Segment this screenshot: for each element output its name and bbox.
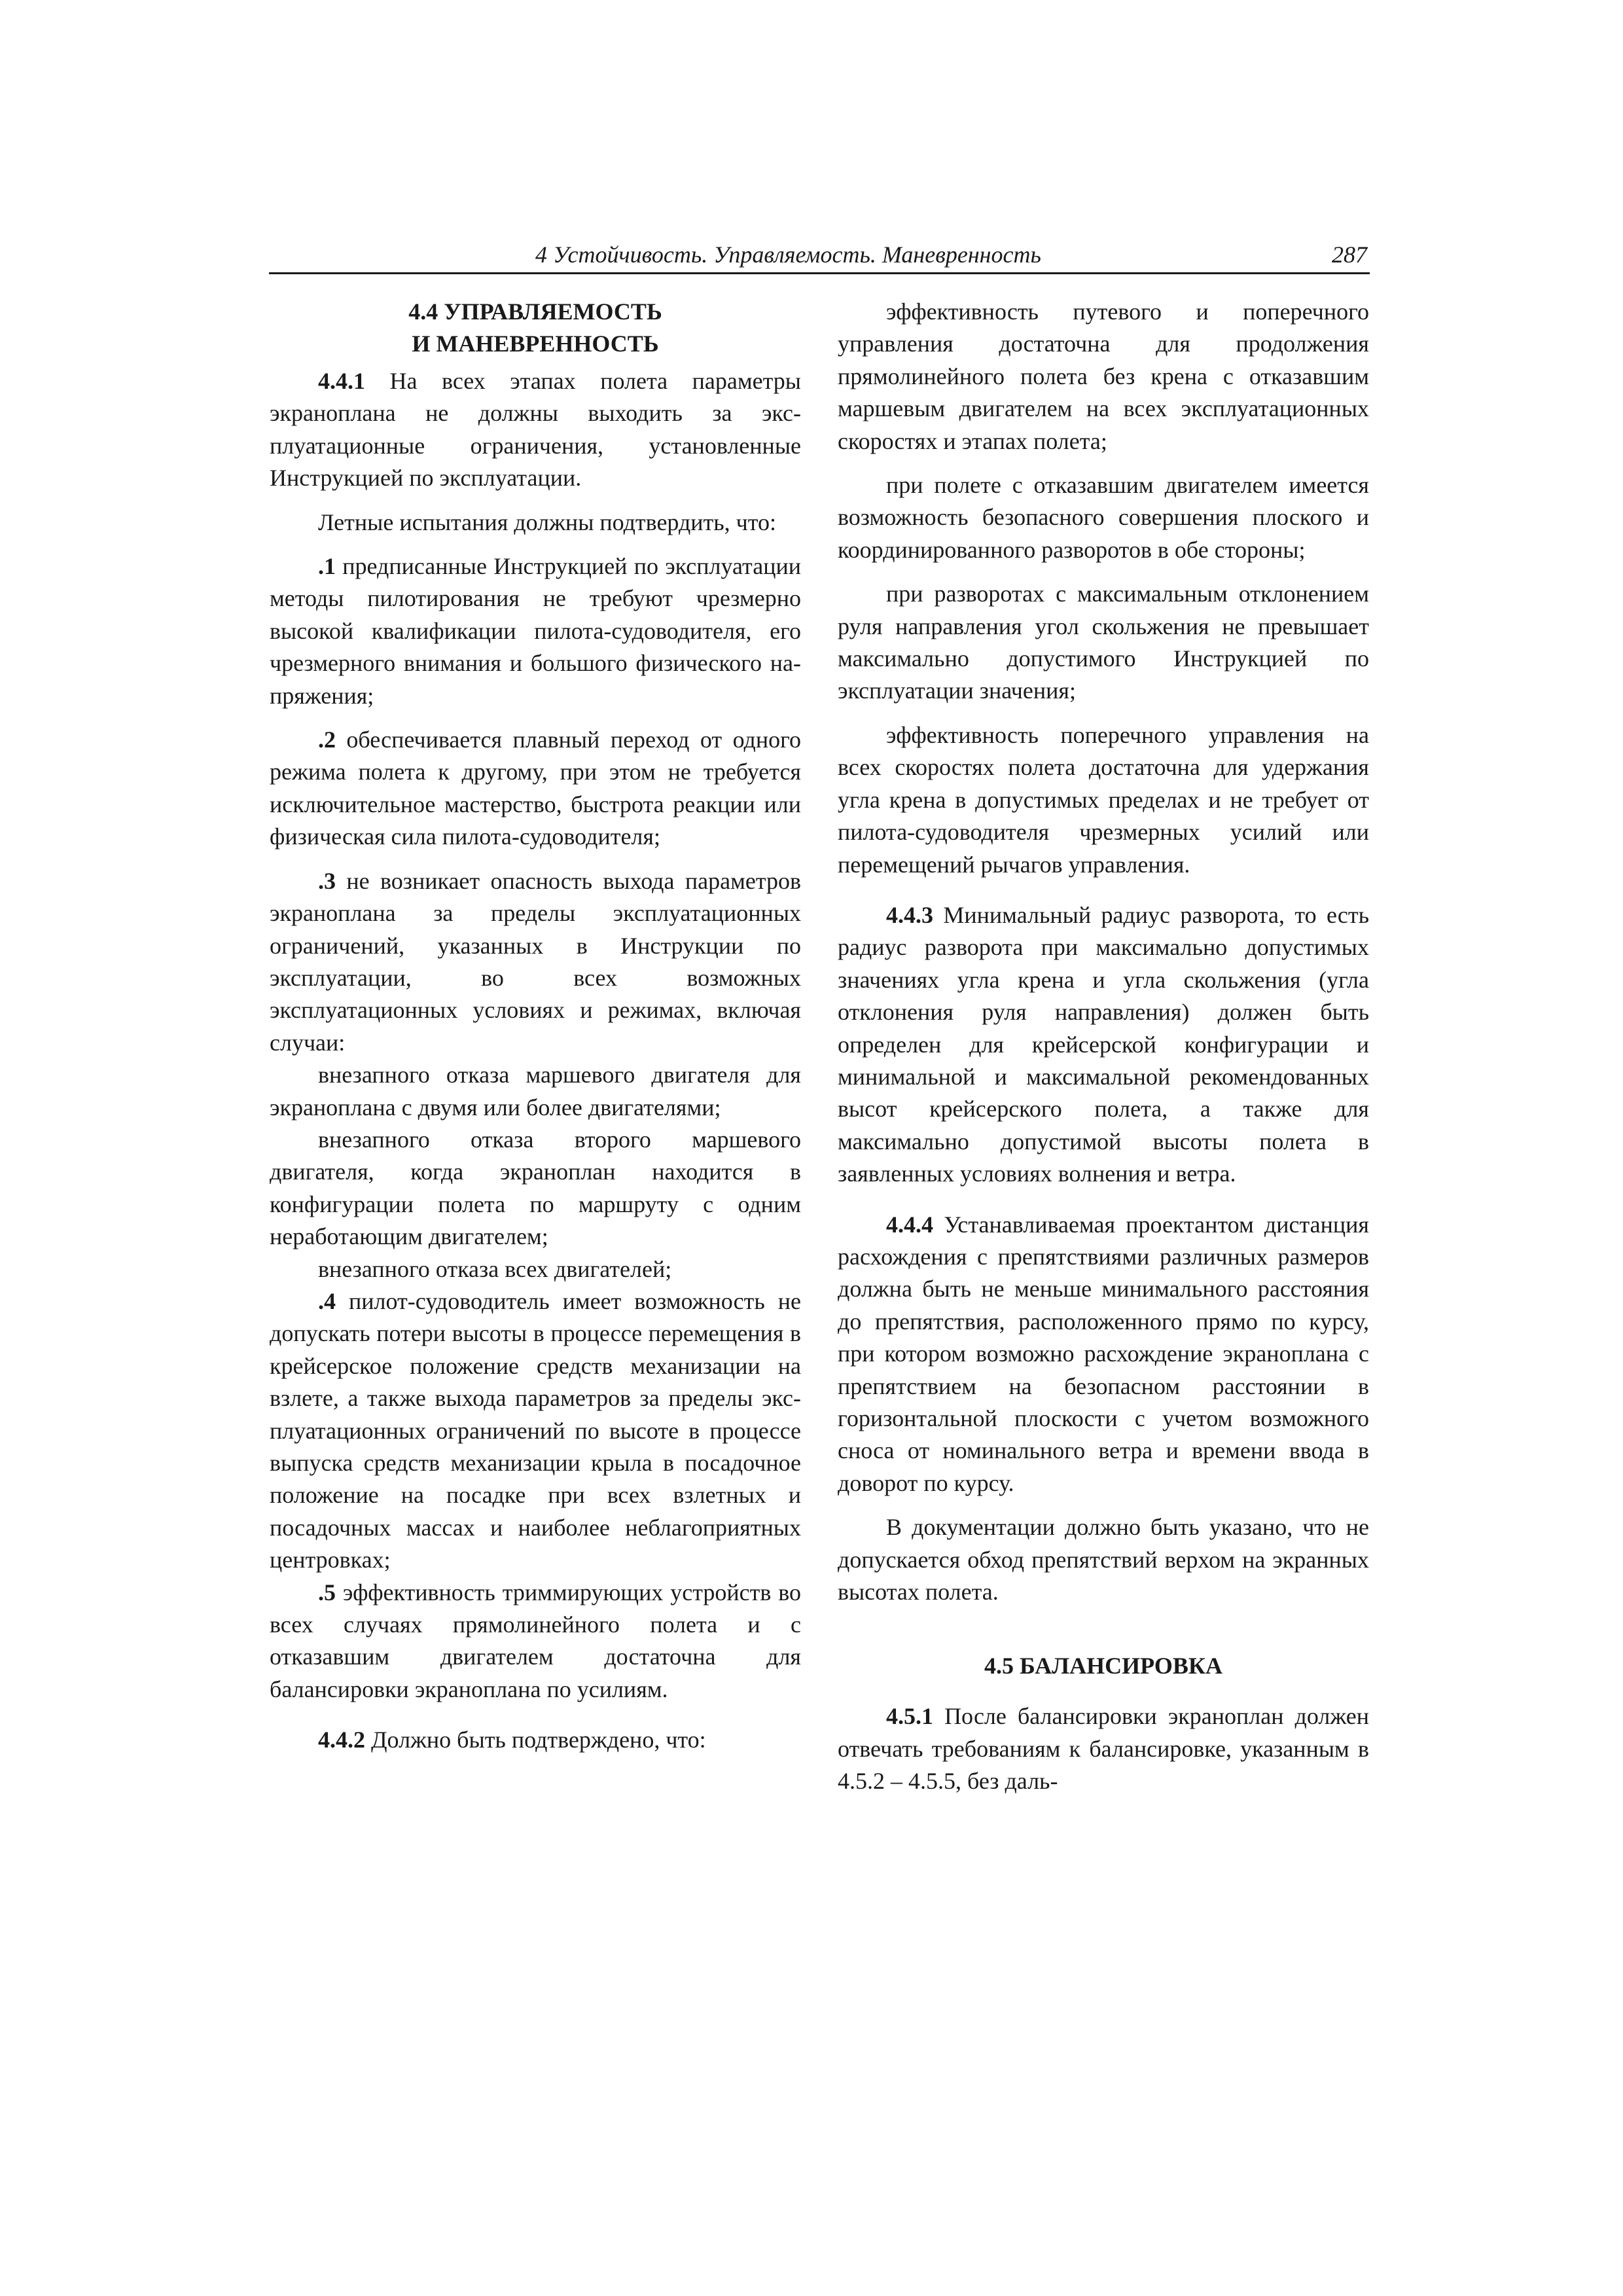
running-header-title: 4 Устойчивость. Управляемость. Маневренность: [535, 242, 1041, 268]
paragraph-engine-out-turns: при полете с отказавшим двигателем имеется возможность безопасного совершения плоского и координированного разворотов в обе стороны;: [838, 472, 1369, 563]
paragraph-4-4-1: [270, 365, 801, 495]
item-text: обеспечивается плавный переход от одного режима полета к другому, при этом не требуется исключительное мастерство, быстрота реакции или физическая сила пилота-судоводителя;: [270, 726, 801, 850]
case-all-engines-failure: внезапного отказа всех двигателей;: [318, 1255, 672, 1282]
list-item-5: [270, 1577, 801, 1706]
list-item-1: [270, 550, 801, 712]
paragraph-lateral-control: эффективность поперечного управления на всех скоростях полета достаточна для удержания угла крена в допустимых пределах и не требует от пилота-судоводителя чрезмерных усилий или перемещений рычагов управления.: [838, 721, 1369, 878]
paragraph-4-4-4: [838, 1209, 1369, 1500]
right-column: [838, 296, 1369, 1798]
paragraph-text: На всех этапах полета параметры экраноплана не должны выходить за эксплуатационные ограничения, установленные Инструкцией по эксплуатации.: [270, 368, 801, 492]
section-heading-4-4: [270, 296, 801, 360]
clause-number: 4.4.2: [318, 1727, 365, 1753]
item-number: .3: [318, 867, 336, 894]
running-header: [269, 237, 1370, 274]
item-text: пилот-судоводитель имеет возможность не допускать потери высоты в процессе перемещения в крейсерское положение средств механизации на взлете, а также выхода параметров за пределы эксплуатационных ограничений по высоте в процессе выпуска средств механизации крыла в посадочное положение на посадке при всех взлетных и посадочных массах и наиболее неблагоприятных центровках;: [270, 1287, 801, 1573]
section-heading-4-4-line1: 4.4 УПРАВЛЯЕМОСТЬ: [408, 298, 662, 325]
item-number: .5: [318, 1579, 336, 1605]
paragraph-text: Должно быть подтверждено, что:: [365, 1727, 706, 1753]
paragraph-text: Устанавливаемая проектантом дистанция расхождения с препятствиями различных размеров должна быть не меньше минимального расстояния до препятствия, расположенного прямо по курсу, при котором возможно расхождение экраноплана с препятствием на безопасном расстоянии в горизонтальной плоскости с учетом возможного сноса от номинального ветра и времени ввода в доворот по курсу.: [838, 1211, 1369, 1496]
paragraph-4-4-3: [838, 899, 1369, 1191]
item-number: .4: [318, 1287, 336, 1314]
clause-number: 4.4.1: [318, 368, 365, 394]
clause-number: 4.4.3: [886, 901, 933, 928]
clause-number: 4.5.1: [886, 1703, 933, 1730]
item-number: .1: [318, 553, 336, 580]
list-item-2: [270, 724, 801, 853]
item-number: .2: [318, 726, 336, 753]
paragraph-4-5-1: [838, 1700, 1369, 1797]
item-text: эффективность триммирующих устройств во всех случаях прямолинейного полета и с отказавшим двигателем достаточна для балансировки экраноплана по усилиям.: [270, 1579, 801, 1702]
left-column: [270, 296, 801, 1757]
section-heading-4-4-line2: И МАНЕВРЕННОСТЬ: [412, 331, 659, 357]
case-engine-failure: внезапного отказа маршевого двигателя для экраноплана с двумя или более двигателями;: [270, 1062, 801, 1121]
paragraph-4-4-2: [270, 1724, 801, 1756]
paragraph-documentation: В документации должно быть указано, что не допускается обход препятствий верхом на экранных высотах полета.: [838, 1514, 1369, 1605]
paragraph-sideslip-angle: при разворотах с максимальным отклонением руля направления угол скольжения не превышает максимально допустимого Инструкцией по эксплуатации значения;: [838, 581, 1369, 704]
clause-number: 4.4.4: [886, 1211, 933, 1238]
item-text: не возникает опасность выхода параметров экраноплана за пределы эксплуатационных ограничений, указанных в Инструкции по эксплуатации, во всех возможных эксплуатационных условиях и режимах, включая случаи:: [270, 867, 801, 1056]
section-heading-4-5: 4.5 БАЛАНСИРОВКА: [984, 1653, 1223, 1679]
list-item-4: [270, 1285, 801, 1577]
list-item-3: [270, 865, 801, 1059]
paragraph-flight-tests: Летные испытания должны подтвердить, что:: [318, 509, 777, 535]
paragraph-text: Минимальный радиус разворота, то есть радиус разворота при максимально допустимых значениях угла крена и угла скольжения (угла отклонения руля направления) должен быть определен для крейсерской конфигурации и минимальной и максимальной рекомендованных высот крейсерского полета, а также для максимально допустимой высоты полета в заявленных условиях волнения и ветра.: [838, 901, 1369, 1187]
item-text: предписанные Инструкцией по эксплуатации методы пилотирования не требуют чрезмерно высокой квалификации пилота-судоводителя, его чрезмерного внимания и большого физического напряжения;: [270, 553, 801, 709]
paragraph-directional-control: эффективность путевого и поперечного управления достаточна для продолжения прямолинейного полета без крена с отказавшим маршевым двигателем на всех эксплуатационных скоростях и этапах полета;: [838, 298, 1369, 454]
paragraph-text: После балансировки экраноплан должен отвечать требованиям к балансировке, указанным в 4.5.2 – 4.5.5, без даль-: [838, 1703, 1369, 1795]
case-second-engine-failure: внезапного отказа второго маршевого двигателя, когда экраноплан находится в конфигурации полета по маршруту с одним неработающим двигателем;: [270, 1126, 801, 1250]
page-number: 287: [1332, 242, 1367, 268]
